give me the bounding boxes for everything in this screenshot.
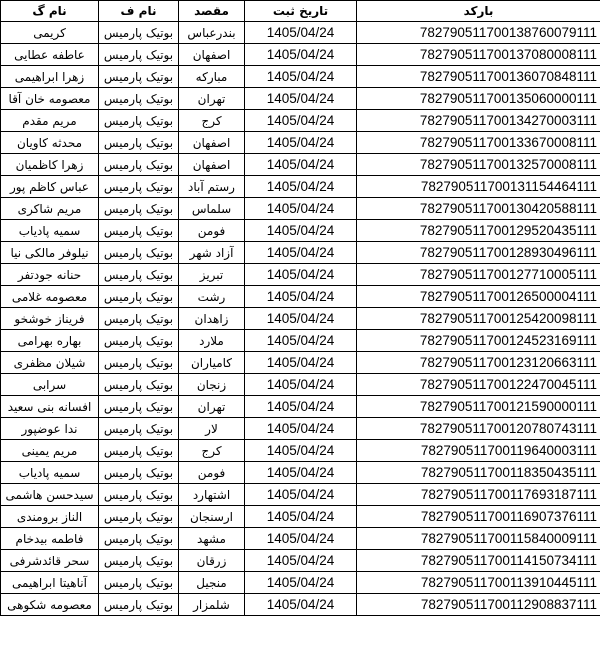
barcode-cell: 782790511700112908837111 bbox=[357, 594, 600, 616]
sender-cell: بوتیک پارمیس bbox=[99, 440, 179, 462]
sender-cell: بوتیک پارمیس bbox=[99, 66, 179, 88]
header-destination: مقصد bbox=[179, 1, 245, 22]
recipient-cell: بهاره بهرامی bbox=[1, 330, 99, 352]
destination-cell: بندرعباس bbox=[179, 22, 245, 44]
date-cell: 1405/04/24 bbox=[245, 506, 357, 528]
destination-cell: کرج bbox=[179, 110, 245, 132]
date-cell: 1405/04/24 bbox=[245, 220, 357, 242]
barcode-cell: 782790511700123120663111 bbox=[357, 352, 600, 374]
sender-cell: بوتیک پارمیس bbox=[99, 132, 179, 154]
destination-cell: سلماس bbox=[179, 198, 245, 220]
sender-cell: بوتیک پارمیس bbox=[99, 572, 179, 594]
table-row bbox=[1, 176, 600, 198]
table-body bbox=[1, 22, 600, 616]
recipient-cell: سمیه پادیاب bbox=[1, 220, 99, 242]
date-cell: 1405/04/24 bbox=[245, 242, 357, 264]
barcode-cell: 782790511700137080008111 bbox=[357, 44, 600, 66]
sender-cell: بوتیک پارمیس bbox=[99, 22, 179, 44]
barcode-cell: 782790511700134270003111 bbox=[357, 110, 600, 132]
barcode-cell: 782790511700132570008111 bbox=[357, 154, 600, 176]
table-row bbox=[1, 44, 600, 66]
table-row bbox=[1, 352, 600, 374]
barcode-cell: 782790511700114150734111 bbox=[357, 550, 600, 572]
table-row bbox=[1, 550, 600, 572]
sender-cell: بوتیک پارمیس bbox=[99, 374, 179, 396]
sender-cell: بوتیک پارمیس bbox=[99, 176, 179, 198]
table-row bbox=[1, 506, 600, 528]
barcode-cell: 782790511700128930496111 bbox=[357, 242, 600, 264]
recipient-cell: مریم یمینی bbox=[1, 440, 99, 462]
date-cell: 1405/04/24 bbox=[245, 594, 357, 616]
barcode-cell: 782790511700129520435111 bbox=[357, 220, 600, 242]
recipient-cell: سرابی bbox=[1, 374, 99, 396]
destination-cell: رستم آباد bbox=[179, 176, 245, 198]
sender-cell: بوتیک پارمیس bbox=[99, 352, 179, 374]
table-row bbox=[1, 110, 600, 132]
recipient-cell: آناهیتا ابراهیمی bbox=[1, 572, 99, 594]
recipient-cell: سمیه پادیاب bbox=[1, 462, 99, 484]
recipient-cell: کریمی bbox=[1, 22, 99, 44]
table-row bbox=[1, 308, 600, 330]
sender-cell: بوتیک پارمیس bbox=[99, 286, 179, 308]
barcode-cell: 782790511700124523169111 bbox=[357, 330, 600, 352]
destination-cell: زرقان bbox=[179, 550, 245, 572]
table-row bbox=[1, 66, 600, 88]
sender-cell: بوتیک پارمیس bbox=[99, 242, 179, 264]
sender-cell: بوتیک پارمیس bbox=[99, 44, 179, 66]
table-row bbox=[1, 330, 600, 352]
destination-cell: لار bbox=[179, 418, 245, 440]
date-cell: 1405/04/24 bbox=[245, 110, 357, 132]
date-cell: 1405/04/24 bbox=[245, 572, 357, 594]
date-cell: 1405/04/24 bbox=[245, 308, 357, 330]
date-cell: 1405/04/24 bbox=[245, 462, 357, 484]
recipient-cell: زهرا ابراهیمی bbox=[1, 66, 99, 88]
recipient-cell: سیدحسن هاشمی bbox=[1, 484, 99, 506]
sender-cell: بوتیک پارمیس bbox=[99, 396, 179, 418]
date-cell: 1405/04/24 bbox=[245, 198, 357, 220]
date-cell: 1405/04/24 bbox=[245, 132, 357, 154]
destination-cell: مشهد bbox=[179, 528, 245, 550]
date-cell: 1405/04/24 bbox=[245, 176, 357, 198]
sender-cell: بوتیک پارمیس bbox=[99, 308, 179, 330]
destination-cell: تهران bbox=[179, 396, 245, 418]
sender-cell: بوتیک پارمیس bbox=[99, 594, 179, 616]
destination-cell: زاهدان bbox=[179, 308, 245, 330]
recipient-cell: مریم مقدم bbox=[1, 110, 99, 132]
table-row bbox=[1, 242, 600, 264]
recipient-cell: عباس کاظم پور bbox=[1, 176, 99, 198]
date-cell: 1405/04/24 bbox=[245, 286, 357, 308]
destination-cell: فومن bbox=[179, 462, 245, 484]
recipient-cell: فریناز خوشخو bbox=[1, 308, 99, 330]
date-cell: 1405/04/24 bbox=[245, 484, 357, 506]
recipient-cell: الناز برومندی bbox=[1, 506, 99, 528]
destination-cell: کامیاران bbox=[179, 352, 245, 374]
destination-cell: تهران bbox=[179, 88, 245, 110]
barcode-cell: 782790511700138760079111 bbox=[357, 22, 600, 44]
table-row bbox=[1, 220, 600, 242]
date-cell: 1405/04/24 bbox=[245, 88, 357, 110]
date-cell: 1405/04/24 bbox=[245, 418, 357, 440]
table-row bbox=[1, 264, 600, 286]
header-row bbox=[1, 1, 600, 22]
recipient-cell: محدثه کاویان bbox=[1, 132, 99, 154]
recipient-cell: شیلان مظفری bbox=[1, 352, 99, 374]
sender-cell: بوتیک پارمیس bbox=[99, 462, 179, 484]
date-cell: 1405/04/24 bbox=[245, 154, 357, 176]
destination-cell: اصفهان bbox=[179, 44, 245, 66]
header-barcode: بارکد bbox=[357, 1, 600, 22]
table-row bbox=[1, 572, 600, 594]
sender-cell: بوتیک پارمیس bbox=[99, 418, 179, 440]
recipient-cell: معصومه شکوهی bbox=[1, 594, 99, 616]
date-cell: 1405/04/24 bbox=[245, 440, 357, 462]
date-cell: 1405/04/24 bbox=[245, 264, 357, 286]
sender-cell: بوتیک پارمیس bbox=[99, 88, 179, 110]
sender-cell: بوتیک پارمیس bbox=[99, 528, 179, 550]
date-cell: 1405/04/24 bbox=[245, 330, 357, 352]
recipient-cell: معصومه غلامی bbox=[1, 286, 99, 308]
barcode-cell: 782790511700133670008111 bbox=[357, 132, 600, 154]
table-row bbox=[1, 154, 600, 176]
table-row bbox=[1, 462, 600, 484]
barcode-cell: 782790511700125420098111 bbox=[357, 308, 600, 330]
recipient-cell: زهرا کاظمیان bbox=[1, 154, 99, 176]
destination-cell: رشت bbox=[179, 286, 245, 308]
date-cell: 1405/04/24 bbox=[245, 352, 357, 374]
destination-cell: زنجان bbox=[179, 374, 245, 396]
sender-cell: بوتیک پارمیس bbox=[99, 198, 179, 220]
table-row bbox=[1, 484, 600, 506]
barcode-cell: 782790511700120780743111 bbox=[357, 418, 600, 440]
date-cell: 1405/04/24 bbox=[245, 374, 357, 396]
date-cell: 1405/04/24 bbox=[245, 66, 357, 88]
barcode-cell: 782790511700118350435111 bbox=[357, 462, 600, 484]
barcode-cell: 782790511700136070848111 bbox=[357, 66, 600, 88]
sender-cell: بوتیک پارمیس bbox=[99, 154, 179, 176]
table-row bbox=[1, 374, 600, 396]
sender-cell: بوتیک پارمیس bbox=[99, 264, 179, 286]
recipient-cell: نیلوفر مالکی نیا bbox=[1, 242, 99, 264]
date-cell: 1405/04/24 bbox=[245, 528, 357, 550]
table-row bbox=[1, 440, 600, 462]
destination-cell: فومن bbox=[179, 220, 245, 242]
recipient-cell: عاطفه عطایی bbox=[1, 44, 99, 66]
barcode-cell: 782790511700127710005111 bbox=[357, 264, 600, 286]
recipient-cell: مریم شاکری bbox=[1, 198, 99, 220]
sender-cell: بوتیک پارمیس bbox=[99, 110, 179, 132]
table-row bbox=[1, 418, 600, 440]
destination-cell: اشتهارد bbox=[179, 484, 245, 506]
header-recipient: نام گ bbox=[1, 1, 99, 22]
sender-cell: بوتیک پارمیس bbox=[99, 484, 179, 506]
recipient-cell: حنانه جودتفر bbox=[1, 264, 99, 286]
header-sender: نام ف bbox=[99, 1, 179, 22]
header-date: تاریخ ثبت bbox=[245, 1, 357, 22]
destination-cell: اصفهان bbox=[179, 132, 245, 154]
date-cell: 1405/04/24 bbox=[245, 22, 357, 44]
destination-cell: ارسنجان bbox=[179, 506, 245, 528]
table-row bbox=[1, 594, 600, 616]
destination-cell: مبارکه bbox=[179, 66, 245, 88]
barcode-cell: 782790511700117693187111 bbox=[357, 484, 600, 506]
date-cell: 1405/04/24 bbox=[245, 44, 357, 66]
sender-cell: بوتیک پارمیس bbox=[99, 506, 179, 528]
destination-cell: منجیل bbox=[179, 572, 245, 594]
table-row bbox=[1, 88, 600, 110]
recipient-cell: افسانه بنی سعید bbox=[1, 396, 99, 418]
destination-cell: شلمزار bbox=[179, 594, 245, 616]
destination-cell: ملارد bbox=[179, 330, 245, 352]
table-row bbox=[1, 396, 600, 418]
destination-cell: آزاد شهر bbox=[179, 242, 245, 264]
destination-cell: کرج bbox=[179, 440, 245, 462]
date-cell: 1405/04/24 bbox=[245, 396, 357, 418]
table-row bbox=[1, 528, 600, 550]
recipient-cell: ندا عوضپور bbox=[1, 418, 99, 440]
barcode-cell: 782790511700126500004111 bbox=[357, 286, 600, 308]
sender-cell: بوتیک پارمیس bbox=[99, 220, 179, 242]
table-row bbox=[1, 22, 600, 44]
destination-cell: اصفهان bbox=[179, 154, 245, 176]
recipient-cell: فاطمه بیدخام bbox=[1, 528, 99, 550]
barcode-cell: 782790511700130420588111 bbox=[357, 198, 600, 220]
barcode-cell: 782790511700122470045111 bbox=[357, 374, 600, 396]
barcode-cell: 782790511700113910445111 bbox=[357, 572, 600, 594]
sender-cell: بوتیک پارمیس bbox=[99, 330, 179, 352]
sender-cell: بوتیک پارمیس bbox=[99, 550, 179, 572]
destination-cell: تبریز bbox=[179, 264, 245, 286]
table-row bbox=[1, 286, 600, 308]
recipient-cell: سحر قائدشرفی bbox=[1, 550, 99, 572]
barcode-cell: 782790511700135060000111 bbox=[357, 88, 600, 110]
date-cell: 1405/04/24 bbox=[245, 550, 357, 572]
barcode-cell: 782790511700116907376111 bbox=[357, 506, 600, 528]
table-row bbox=[1, 198, 600, 220]
barcode-cell: 782790511700115840009111 bbox=[357, 528, 600, 550]
barcode-cell: 782790511700119640003111 bbox=[357, 440, 600, 462]
table-row bbox=[1, 132, 600, 154]
barcode-cell: 782790511700131154464111 bbox=[357, 176, 600, 198]
recipient-cell: معصومه خان آقا bbox=[1, 88, 99, 110]
barcode-cell: 782790511700121590000111 bbox=[357, 396, 600, 418]
